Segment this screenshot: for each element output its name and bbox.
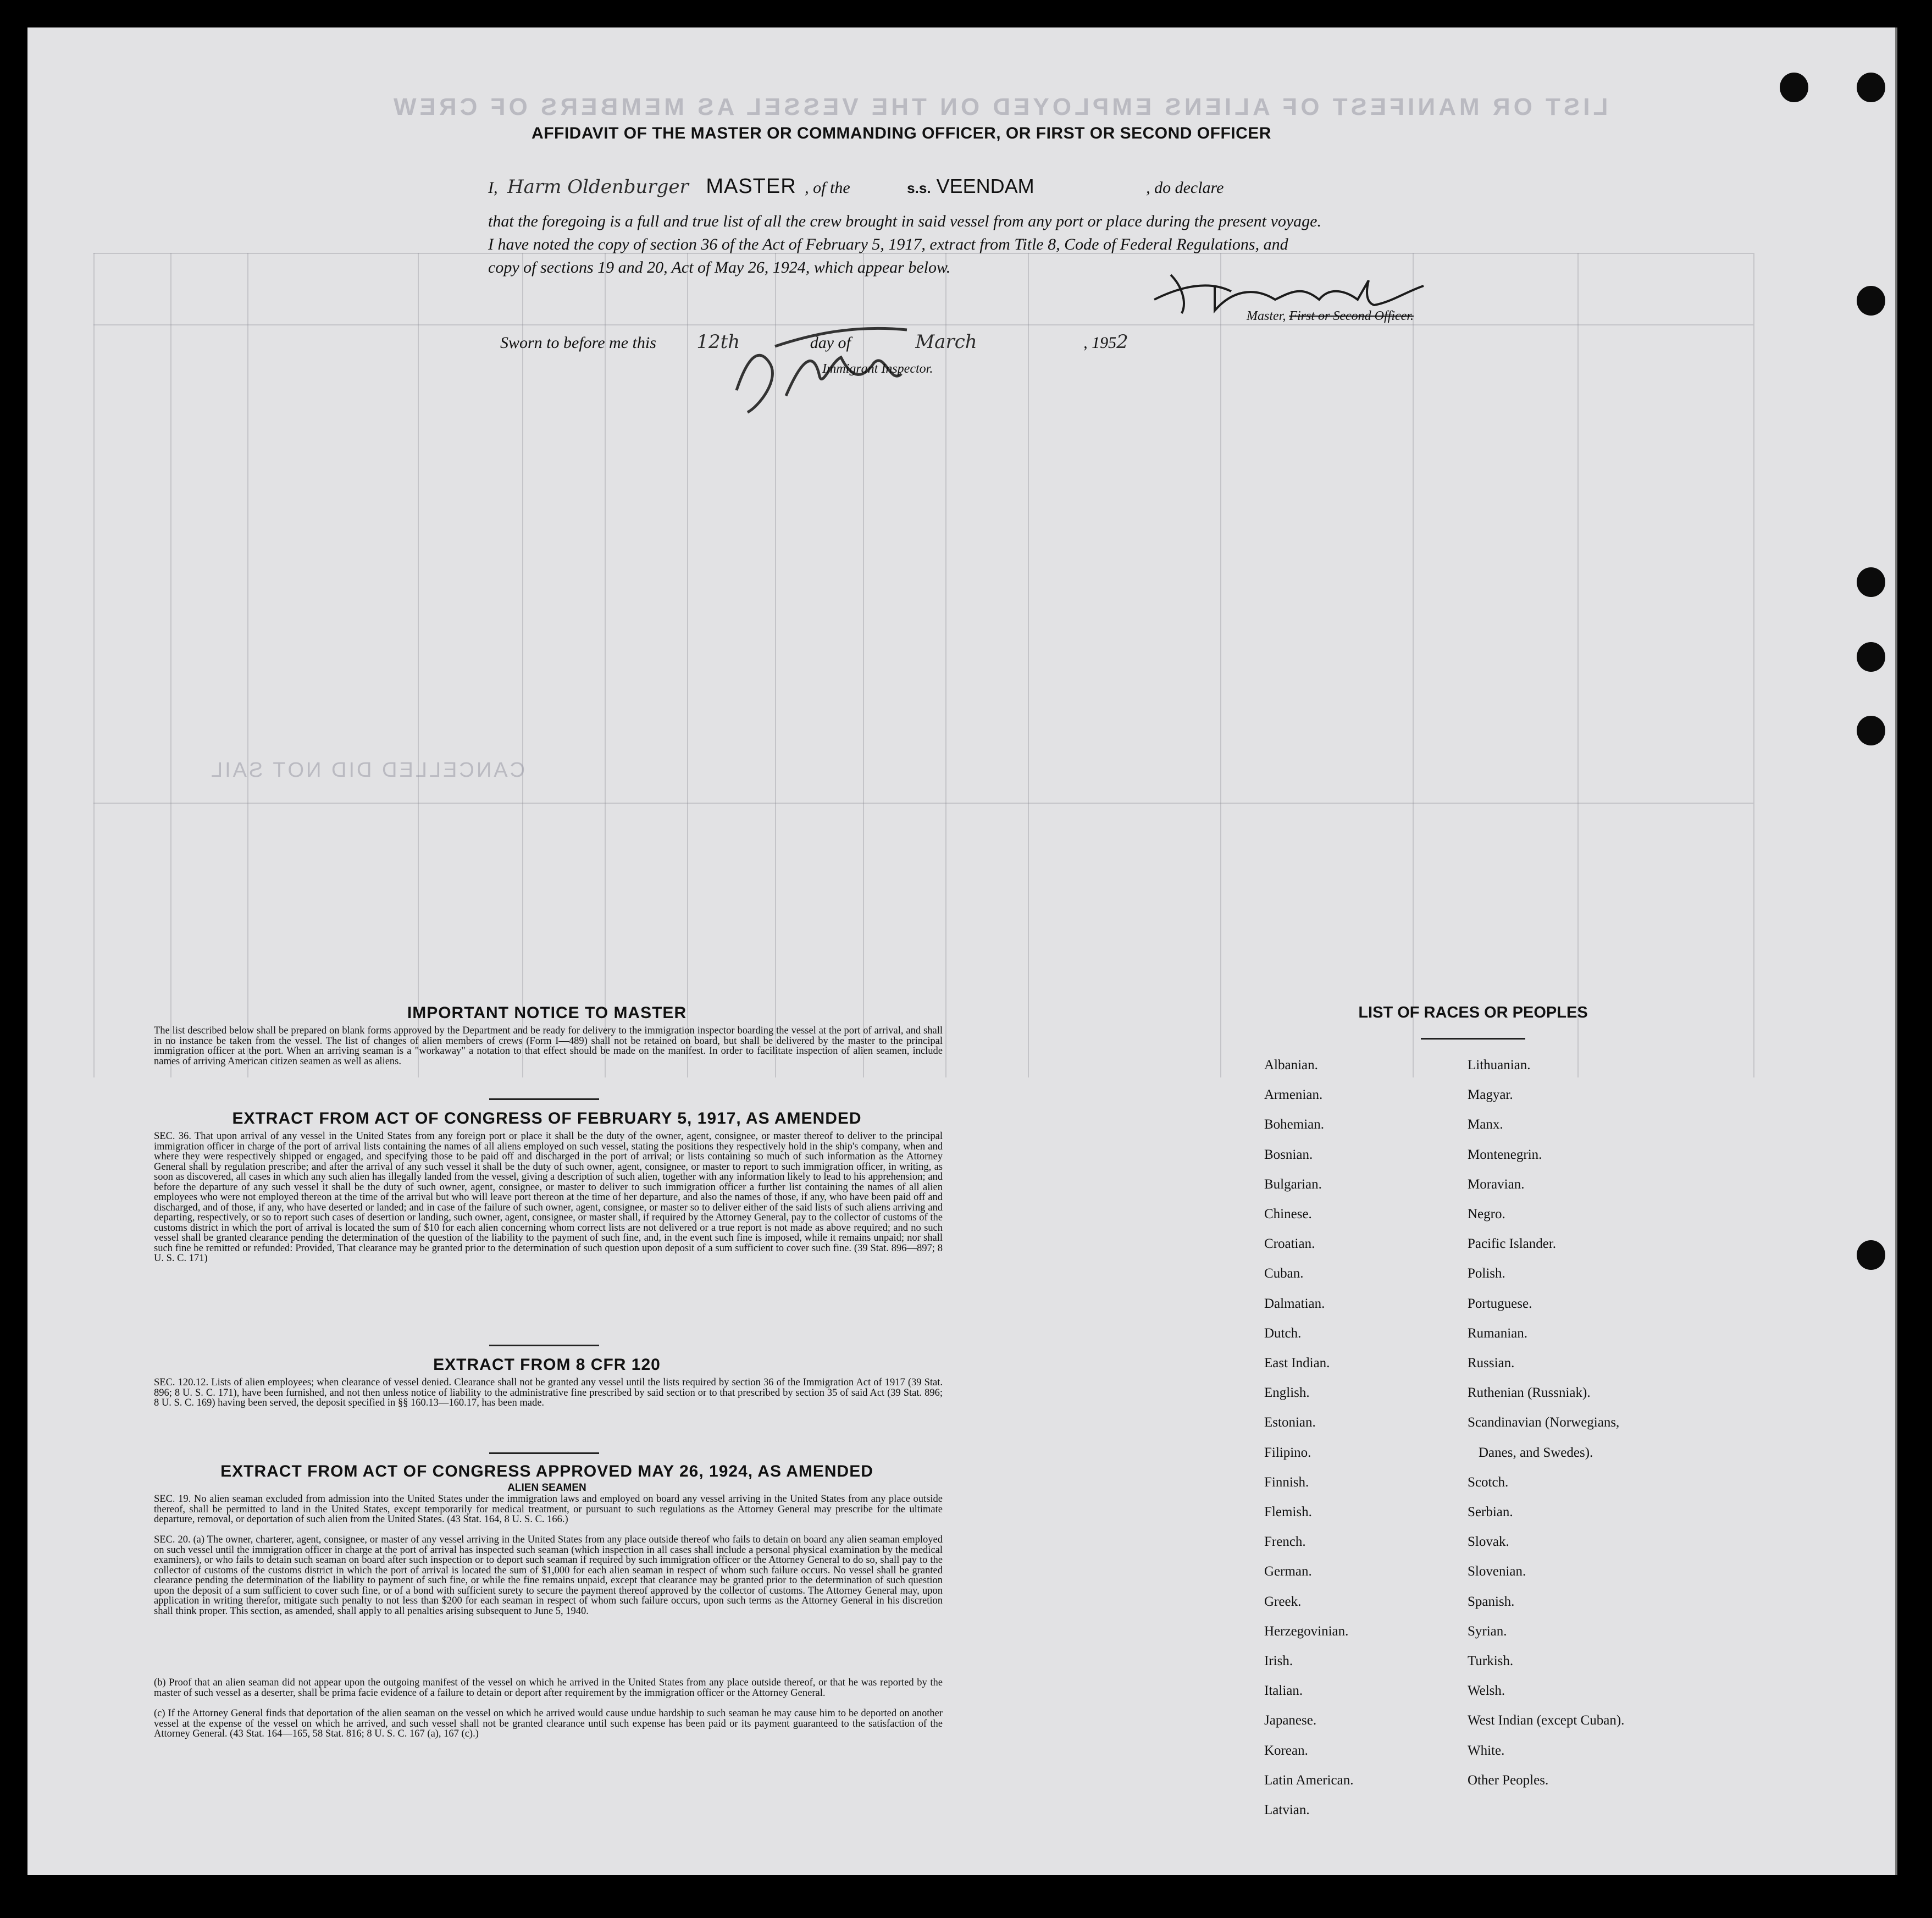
race-item: Russian.: [1468, 1356, 1515, 1370]
sworn-month: March: [915, 331, 977, 353]
race-item: Slovenian.: [1468, 1564, 1526, 1579]
race-item: Herzegovinian.: [1264, 1623, 1349, 1639]
race-item: Albanian.: [1264, 1058, 1318, 1073]
race-item: Irish.: [1264, 1654, 1293, 1668]
extract-1924-sec19: SEC. 19. No alien seaman excluded from admission into the United States under the immigration laws and employed on board any vessel arriving in the United States from any place outside thereof, shall be permitted to land in the United States, except temporarily for medical treatment, or pursuant to such regulations as the Attorney General may prescribe for the ultimate departure, removal, or deportation of such alien from the United States. (43 Stat. 164, 8 U. S. C. 166.): [154, 1494, 943, 1525]
bleedthrough-stamp: CANCELLED DID NOT SAIL: [209, 759, 525, 782]
punch-hole: [1857, 567, 1885, 597]
extract-1917-title: EXTRACT FROM ACT OF CONGRESS OF FEBRUARY 5, 1917, AS AMENDED: [232, 1109, 862, 1127]
master-rank: MASTER: [706, 175, 796, 198]
race-item: Polish.: [1468, 1266, 1505, 1281]
race-item: Bulgarian.: [1264, 1176, 1322, 1192]
race-item: Portuguese.: [1468, 1296, 1532, 1311]
extract-cfr-body: SEC. 120.12. Lists of alien employees; when clearance of vessel denied. Clearance shall not be granted any vessel until the lists required by section 36 of the Immigration Act of 1917 (39 Stat. 896; 8 U. S. C. 171), have been furnished, and not then unless notice of liability to the administrative fine prescribed by said section or to that prescribed by section 35 of said Act (39 Stat. 896; 8 U. S. C. 169) having been served, the deposit specified in §§ 160.13—160.17, has been made.: [154, 1377, 943, 1408]
race-item: East Indian.: [1264, 1356, 1330, 1370]
race-item: Latin American.: [1264, 1772, 1354, 1788]
race-item: Montenegrin.: [1468, 1147, 1542, 1162]
declaration-line-3: I have noted the copy of section 36 of the Act of February 5, 1917, extract from Title 8, Code of Federal Regulations, and: [488, 235, 1288, 253]
extract-1924-sec20b: (b) Proof that an alien seaman did not appear upon the outgoing manifest of the vessel on which he arrived in the United States from any place outside thereof, or that he was reported by the master of such vessel as a deserter, shall be prima facie evidence of a failure to detain or deport after requirement by the immigration officer or the Attorney General.: [154, 1677, 943, 1699]
master-name: Harm Oldenburger: [507, 176, 689, 198]
extract-1924-title: EXTRACT FROM ACT OF CONGRESS APPROVED MAY 26, 1924, AS AMENDED: [220, 1462, 873, 1480]
race-item: Chinese.: [1264, 1207, 1312, 1221]
race-item: Slovak.: [1468, 1534, 1509, 1550]
race-item: Latvian.: [1264, 1803, 1310, 1817]
race-item: Japanese.: [1264, 1713, 1317, 1728]
divider: [489, 1345, 599, 1346]
sworn-line: Sworn to before me this 12th day of March , 1952: [500, 331, 1128, 353]
race-item: Finnish.: [1264, 1474, 1309, 1490]
punch-hole: [1857, 642, 1885, 672]
race-item: Lithuanian.: [1468, 1058, 1531, 1073]
punch-hole: [1857, 716, 1885, 745]
race-item: Manx.: [1468, 1117, 1503, 1132]
extract-1924-sec20a: SEC. 20. (a) The owner, charterer, agent, consignee, or master of any vessel arriving in the United States from any place outside thereof who fails to detain on board any alien seaman employed on such vessel until the immigration officer in charge at the port of arrival has inspected such seaman (which inspection in all cases shall include a personal physical examination by the medical examiners), or who fails to detain such seaman on board after such inspection or to deport such seaman if required by such immigration officer or the Attorney General to do so, shall pay to the collector of customs of the customs district in which the port of arrival is located the sum of $1,000 for each alien seaman in respect of whom such failure occurs. No vessel shall be granted clearance pending the determination of the liability to payment of such fine, or while the fine remains unpaid, except that clearance may be granted prior to the determination of such question upon the deposit of a sum sufficient to cover such fine, or of a bond with sufficient surety to secure the payment thereof approved by the collector of customs. The Attorney General may, upon application in writing therefor, mitigate such penalty to not less than $200 for each seaman in respect of whom such failure occurs, upon such terms as the Attorney General in his discretion shall think proper. This section, as amended, shall apply to all penalties arising subsequent to June 5, 1940.: [154, 1534, 943, 1617]
extract-cfr-title: EXTRACT FROM 8 CFR 120: [433, 1356, 661, 1374]
race-item: Rumanian.: [1468, 1325, 1528, 1341]
race-item: Bosnian.: [1264, 1147, 1313, 1162]
declaration-line-4: copy of sections 19 and 20, Act of May 26, 1924, which appear below.: [488, 258, 951, 277]
race-item: Magyar.: [1468, 1087, 1513, 1103]
race-item: French.: [1264, 1534, 1306, 1550]
race-item: German.: [1264, 1564, 1312, 1579]
race-item: Pacific Islander.: [1468, 1236, 1557, 1252]
divider: [489, 1098, 599, 1100]
affidavit-title: AFFIDAVIT OF THE MASTER OR COMMANDING OFFICER, OR FIRST OR SECOND OFFICER: [532, 124, 1271, 142]
race-item: Croatian.: [1264, 1236, 1315, 1252]
sworn-day: 12th: [696, 331, 740, 353]
manifest-page: [27, 27, 1897, 1875]
extract-1924-sec20c: (c) If the Attorney General finds that deportation of the alien seaman on the vessel on which he arrived would cause undue hardship to such seaman he may cause him to be deported on another vessel at the expense of the vessel on which he arrived, and such vessel shall not be granted clearance until such expense has been paid or its payment guaranteed to the satisfaction of the Attorney General. (43 Stat. 164—165, 58 Stat. 816; 8 U. S. C. 167 (a), 167 (c).): [154, 1708, 943, 1739]
notice-title: IMPORTANT NOTICE TO MASTER: [407, 1004, 687, 1022]
bleedthrough-header: LIST OR MANIFEST OF ALIENS EMPLOYED ON THE VESSEL AS MEMBERS OF CREW: [390, 93, 1608, 120]
sworn-year-digit: 2: [1116, 331, 1128, 353]
race-item: Other Peoples.: [1468, 1772, 1549, 1788]
race-item: Negro.: [1468, 1207, 1505, 1221]
signature-caption: Master, First or Second Officer.: [1247, 309, 1414, 323]
race-item: Moravian.: [1468, 1176, 1525, 1192]
race-item: Bohemian.: [1264, 1117, 1325, 1132]
race-item: Spanish.: [1468, 1594, 1515, 1609]
punch-hole: [1857, 73, 1885, 102]
race-item: White.: [1468, 1743, 1505, 1758]
race-item: Serbian.: [1468, 1505, 1513, 1519]
inspector-caption: Immigrant Inspector.: [822, 362, 933, 376]
punch-hole: [1857, 286, 1885, 316]
race-item: Filipino.: [1264, 1445, 1311, 1460]
declaration-line-1: I, Harm Oldenburger MASTER , of the s.s. VEENDAM , do declare: [488, 175, 1224, 198]
extract-1917-body: SEC. 36. That upon arrival of any vessel in the United States from any foreign port or place it shall be the duty of the owner, agent, consignee, or master thereof to deliver to the principal immigration officer in charge of the port of arrival lists containing the names of all aliens employed on such vessel, stating the positions they respectively hold in the ship's company, when and where they were respectively shipped or engaged, and specifying those to be paid off and discharged in the port of arrival; or lists containing so much of such information as the Attorney General shall by regulation prescribe; and after the arrival of any such vessel it shall be the duty of such owner, agent, consignee, or master to report to such immigration officer, in writing, as soon as discovered, all cases in which any such alien has illegally landed from the vessel, giving a description of such alien, together with any information likely to lead to his apprehension; and before the departure of any such vessel it shall be the duty of such owner, agent, consignee, or master to deliver to such immigration officer a further list containing the names of all alien employees who were not employed thereon at the time of the arrival but who will leave port thereon at the time of her departure, and also the names of those, if any, who have been paid off and discharged, and of those, if any, who have deserted or landed; and in case of the failure of such owner, agent, consignee, or master so to deliver either of the said lists of such aliens arriving and departing, respectively, or so to report such cases of desertion or landing, such owner, agent, consignee, or master shall, if required by the Attorney General, pay to the collector of customs of the customs district in which the port of arrival is located the sum of $10 for each alien concerning whom correct lists are not delivered or a true report is not made as above required; and no such vessel shall be granted clearance pending the determination of the question of the liability to the payment of such fine, and, in the event such fine is imposed, while it remains unpaid; nor shall such fine be remitted or refunded: Provided, That clearance may be granted prior to the determination of such question upon deposit of a sum sufficient to cover such fine. (39 Stat. 896—897; 8 U. S. C. 171): [154, 1131, 943, 1264]
race-item: Turkish.: [1468, 1654, 1514, 1668]
race-item: Dalmatian.: [1264, 1296, 1325, 1311]
race-item: Danes, and Swedes).: [1479, 1445, 1593, 1460]
race-item: Ruthenian (Russniak).: [1468, 1385, 1591, 1401]
race-item: West Indian (except Cuban).: [1468, 1713, 1625, 1728]
race-item: Scotch.: [1468, 1474, 1509, 1490]
race-item: Korean.: [1264, 1743, 1308, 1758]
race-item: Italian.: [1264, 1683, 1303, 1699]
declaration-line-2: that the foregoing is a full and true list of all the crew brought in said vessel from any port or place during the present voyage.: [488, 212, 1321, 230]
punch-hole: [1857, 1240, 1885, 1270]
extract-1924-subtitle: ALIEN SEAMEN: [507, 1482, 586, 1494]
ship-name: s.s. VEENDAM: [907, 175, 1034, 197]
races-divider: [1421, 1038, 1525, 1040]
race-item: English.: [1264, 1385, 1310, 1401]
race-item: Welsh.: [1468, 1683, 1505, 1699]
race-item: Cuban.: [1264, 1266, 1304, 1281]
race-item: Scandinavian (Norwegians,: [1468, 1415, 1620, 1430]
race-item: Estonian.: [1264, 1415, 1316, 1430]
race-item: Dutch.: [1264, 1325, 1302, 1341]
race-item: Armenian.: [1264, 1087, 1323, 1103]
race-item: Greek.: [1264, 1594, 1302, 1609]
race-item: Syrian.: [1468, 1623, 1507, 1639]
divider: [489, 1452, 599, 1454]
punch-hole: [1780, 73, 1808, 102]
races-title: LIST OF RACES OR PEOPLES: [1358, 1004, 1588, 1021]
race-item: Flemish.: [1264, 1505, 1312, 1519]
notice-body: The list described below shall be prepared on blank forms approved by the Department and be ready for delivery to the immigration inspector boarding the vessel at the port of arrival, and shall in no instance be taken from the vessel. The list of changes of alien members of crews (Form I—489) shall not be retained on board, but shall be delivered by the master to the principal immigration officer at the port. When an arriving seaman is a "workaway" a notation to that effect should be made on the manifest. In order to facilitate inspection of alien seamen, include names of arriving American citizen seamen as well as aliens.: [154, 1025, 943, 1067]
